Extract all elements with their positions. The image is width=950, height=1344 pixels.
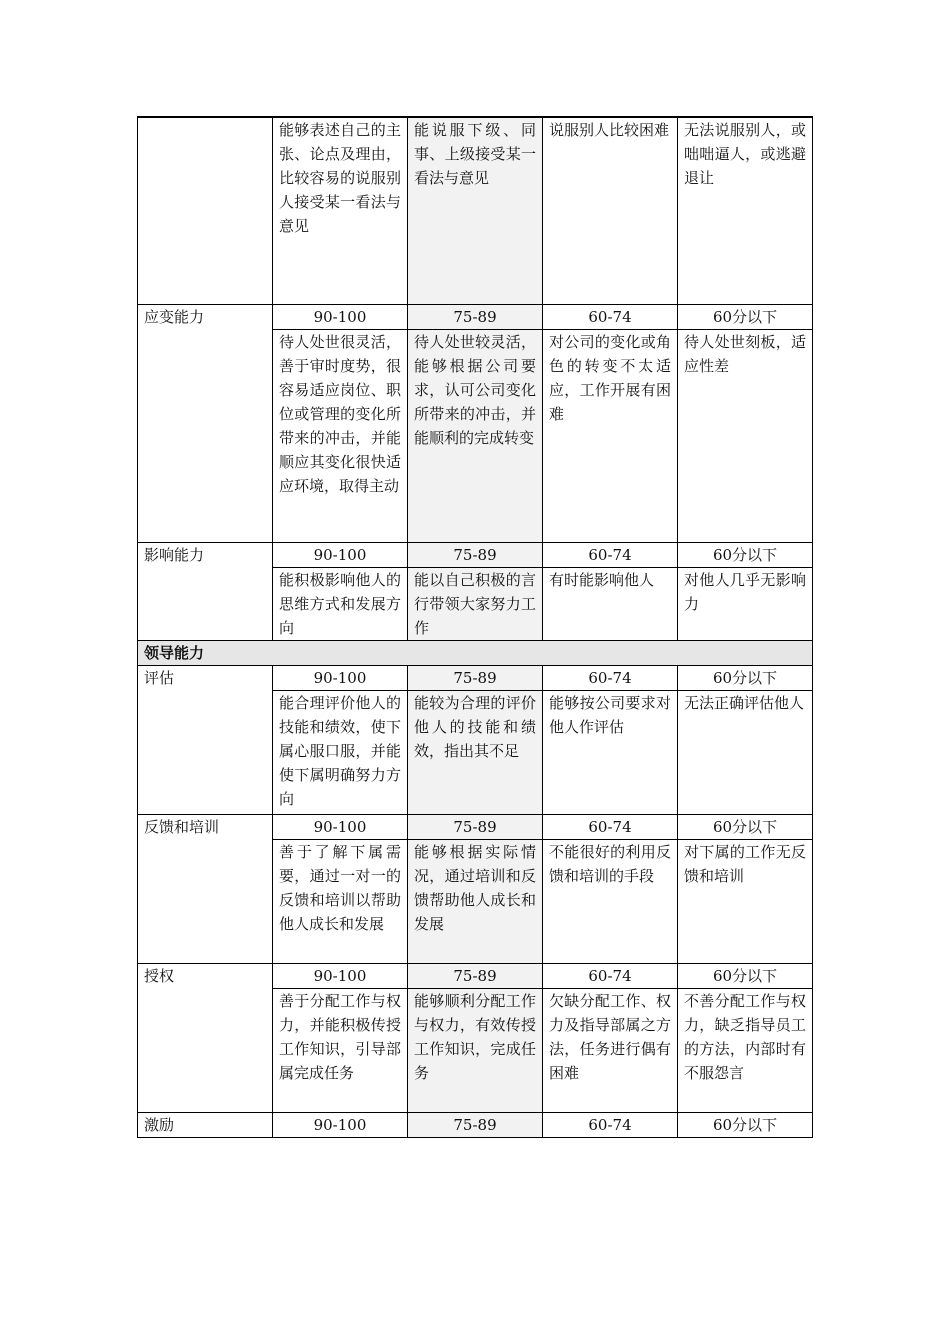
level-desc-good: 能够顺利分配工作与权力，有效传授工作知识，完成任务 <box>408 988 543 1112</box>
level-desc-fail: 无法说服别人，或咄咄逼人，或逃避退让 <box>678 117 813 304</box>
competency-rating-table <box>137 116 813 1138</box>
category-name: 授权 <box>138 963 273 1112</box>
table-row <box>138 665 813 690</box>
category-name: 评估 <box>138 665 273 814</box>
score-range: 75-89 <box>408 542 543 567</box>
score-range: 60-74 <box>543 542 678 567</box>
score-range: 90-100 <box>273 1112 408 1137</box>
table-row <box>138 814 813 839</box>
score-range: 75-89 <box>408 963 543 988</box>
level-desc-fail: 不善分配工作与权力，缺乏指导员工的方法，内部时有不服怨言 <box>678 988 813 1112</box>
score-range: 75-89 <box>408 814 543 839</box>
score-range: 60-74 <box>543 963 678 988</box>
level-desc-pass: 能够按公司要求对他人作评估 <box>543 690 678 814</box>
score-range: 60分以下 <box>678 542 813 567</box>
score-range: 75-89 <box>408 665 543 690</box>
score-range: 60分以下 <box>678 665 813 690</box>
level-desc-fail: 无法正确评估他人 <box>678 690 813 814</box>
score-range: 90-100 <box>273 542 408 567</box>
score-range: 60-74 <box>543 304 678 329</box>
score-range: 60-74 <box>543 1112 678 1137</box>
score-range: 60分以下 <box>678 963 813 988</box>
score-range: 60分以下 <box>678 814 813 839</box>
table-row <box>138 1112 813 1137</box>
level-desc-good: 能说服下级、同事、上级接受某一看法与意见 <box>408 117 543 304</box>
category-cell <box>138 117 273 304</box>
level-desc-excellent: 善于分配工作与权力，并能积极传授工作知识，引导部属完成任务 <box>273 988 408 1112</box>
level-desc-good: 能够根据实际情况，通过培训和反馈帮助他人成长和发展 <box>408 839 543 963</box>
level-desc-pass: 说服别人比较困难 <box>543 117 678 304</box>
table-row <box>138 963 813 988</box>
score-range: 90-100 <box>273 304 408 329</box>
level-desc-excellent: 善于了解下属需要，通过一对一的反馈和培训以帮助他人成长和发展 <box>273 839 408 963</box>
score-range: 60-74 <box>543 665 678 690</box>
score-range: 60-74 <box>543 814 678 839</box>
level-desc-fail: 待人处世刻板，适应性差 <box>678 329 813 542</box>
score-range: 90-100 <box>273 814 408 839</box>
level-desc-excellent: 能积极影响他人的思维方式和发展方向 <box>273 567 408 640</box>
section-header-row <box>138 640 813 665</box>
table-row <box>138 304 813 329</box>
level-desc-fail: 对下属的工作无反馈和培训 <box>678 839 813 963</box>
section-title: 领导能力 <box>138 640 813 665</box>
level-desc-good: 能以自己积极的言行带领大家努力工作 <box>408 567 543 640</box>
table-row <box>138 542 813 567</box>
score-range: 60分以下 <box>678 1112 813 1137</box>
category-name: 激励 <box>138 1112 273 1137</box>
level-desc-good: 能较为合理的评价他人的技能和绩效，指出其不足 <box>408 690 543 814</box>
category-name: 影响能力 <box>138 542 273 640</box>
score-range: 60分以下 <box>678 304 813 329</box>
score-range: 75-89 <box>408 1112 543 1137</box>
level-desc-excellent: 能合理评价他人的技能和绩效，使下属心服口服，并能使下属明确努力方向 <box>273 690 408 814</box>
level-desc-excellent: 能够表述自己的主张、论点及理由，比较容易的说服别人接受某一看法与意见 <box>273 117 408 304</box>
level-desc-pass: 有时能影响他人 <box>543 567 678 640</box>
category-name: 反馈和培训 <box>138 814 273 963</box>
category-name: 应变能力 <box>138 304 273 542</box>
table-row <box>138 117 813 304</box>
score-range: 75-89 <box>408 304 543 329</box>
level-desc-fail: 对他人几乎无影响力 <box>678 567 813 640</box>
level-desc-pass: 不能很好的利用反馈和培训的手段 <box>543 839 678 963</box>
score-range: 90-100 <box>273 665 408 690</box>
level-desc-pass: 对公司的变化或角色的转变不太适应，工作开展有困难 <box>543 329 678 542</box>
level-desc-good: 待人处世较灵活，能够根据公司要求，认可公司变化所带来的冲击，并能顺利的完成转变 <box>408 329 543 542</box>
score-range: 90-100 <box>273 963 408 988</box>
level-desc-excellent: 待人处世很灵活，善于审时度势，很容易适应岗位、职位或管理的变化所带来的冲击，并能顺应其变化很快适应环境，取得主动 <box>273 329 408 542</box>
level-desc-pass: 欠缺分配工作、权力及指导部属之方法，任务进行偶有困难 <box>543 988 678 1112</box>
